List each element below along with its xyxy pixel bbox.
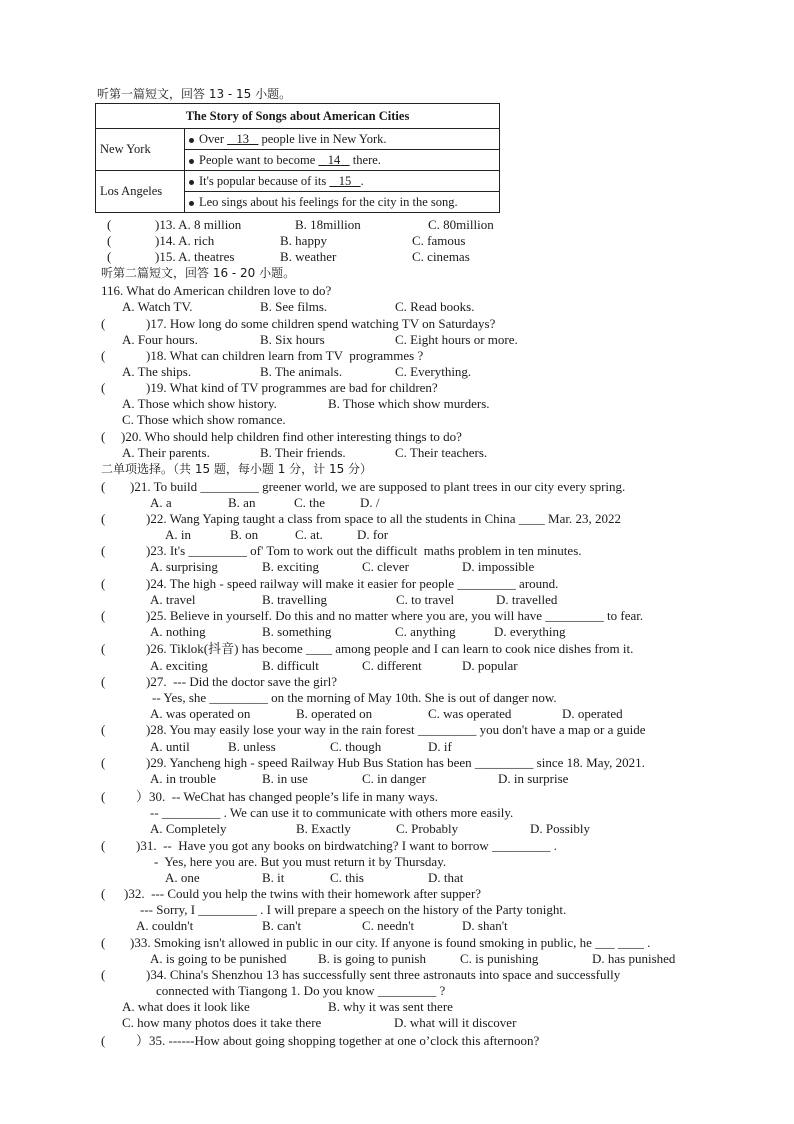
question-27-reply: -- Yes, she _________ on the morning of May 10th. She is out of danger now. <box>152 690 557 705</box>
option-b: B. Exactly <box>296 821 351 836</box>
question-21: )21. To build _________ greener world, we are supposed to plant trees in our city every spring. <box>130 479 626 494</box>
bullet-icon <box>189 138 194 143</box>
option-b: B. Six hours <box>260 332 325 347</box>
option-b: B. can't <box>262 918 302 933</box>
option-b: B. why it was sent there <box>328 999 453 1014</box>
option-d: D. popular <box>462 658 518 673</box>
option-c: C. cinemas <box>412 249 470 264</box>
section-1-heading: 听第一篇短文，回答 13 - 15 小题。 <box>97 87 292 101</box>
option-c: C. famous <box>412 233 466 248</box>
option-a: A. one <box>165 870 200 885</box>
question-31-reply: - Yes, here you are. But you must return it by Thursday. <box>154 854 447 869</box>
question-34: )34. China's Shenzhou 13 has successfully sent three astronauts into space and successfully <box>146 967 621 982</box>
section-3-heading: 二单项选择。（共 15 题，每小题 1 分，计 15 分） <box>101 462 373 476</box>
bullet-icon <box>189 180 194 185</box>
option-c: C. 80million <box>428 217 494 232</box>
option-b: B. happy <box>280 233 327 248</box>
option-c: C. needn't <box>362 918 415 933</box>
option-c: C. Probably <box>396 821 459 836</box>
option-d: D. / <box>360 495 380 510</box>
answer-paren[interactable]: ( <box>101 755 106 770</box>
option-c: C. how many photos does it take there <box>122 1015 322 1030</box>
option-a: A. Four hours. <box>122 332 198 347</box>
question-19: )19. What kind of TV programmes are bad for children? <box>146 380 438 395</box>
option-b: B. weather <box>280 249 337 264</box>
option-a: A. The ships. <box>122 364 192 379</box>
option-d: D. impossible <box>462 559 535 574</box>
question-16: 116. What do American children love to do? <box>101 283 332 298</box>
question-20: )20. Who should help children find other interesting things to do? <box>121 429 462 444</box>
story-table <box>95 103 500 213</box>
option-b: B. 18million <box>295 217 361 232</box>
option-a: A. was operated on <box>150 706 251 721</box>
option-c: C. at. <box>295 527 323 542</box>
city-los-angeles: Los Angeles <box>96 171 185 213</box>
option-a: A. in trouble <box>150 771 217 786</box>
option-d: D. shan't <box>462 918 508 933</box>
answer-paren[interactable]: ( <box>101 967 106 982</box>
question-14: )14. A. rich <box>155 233 215 248</box>
question-18: )18. What can children learn from TV programmes ? <box>146 348 424 363</box>
bullet-icon <box>189 159 194 164</box>
answer-paren[interactable]: ( <box>101 935 106 950</box>
option-a: A. Those which show history. <box>122 396 277 411</box>
answer-paren[interactable]: ( <box>101 380 106 395</box>
option-a: A. nothing <box>150 624 206 639</box>
answer-paren[interactable]: ( <box>101 789 106 804</box>
option-c: C. to travel <box>396 592 455 607</box>
option-c: C. this <box>330 870 364 885</box>
table-item: Over 13 people live in New York. <box>189 129 495 149</box>
table-item: Leo sings about his feelings for the city in the song. <box>185 191 499 212</box>
question-13: )13. A. 8 million <box>155 217 242 232</box>
option-b: B. it <box>262 870 285 885</box>
option-c: C. clever <box>362 559 409 574</box>
option-a: A. couldn't <box>136 918 194 933</box>
option-c: C. in danger <box>362 771 426 786</box>
option-b: B. an <box>228 495 256 510</box>
answer-paren[interactable]: ( <box>101 608 106 623</box>
question-31: )31. -- Have you got any books on birdwatching? I want to borrow _________ . <box>136 838 557 853</box>
question-30: ）30. -- WeChat has changed people’s life in many ways. <box>136 789 438 804</box>
question-28: )28. You may easily lose your way in the rain forest _________ you don't have a map or a guide <box>146 722 646 737</box>
question-32-reply: --- Sorry, I _________ . I will prepare a speech on the history of the Party tonight. <box>140 902 567 917</box>
option-c: C. anything <box>395 624 456 639</box>
bullet-icon <box>189 201 194 206</box>
question-17: )17. How long do some children spend watching TV on Saturdays? <box>146 316 496 331</box>
answer-paren[interactable]: ( <box>101 641 106 656</box>
option-d: D. operated <box>562 706 623 721</box>
answer-paren[interactable]: ( <box>107 249 112 264</box>
option-d: D. what will it discover <box>394 1015 517 1030</box>
answer-paren[interactable]: ( <box>101 886 106 901</box>
option-a: A. in <box>165 527 191 542</box>
question-25: )25. Believe in yourself. Do this and no matter where you are, you will have _________ to fear. <box>146 608 644 623</box>
option-a: A. exciting <box>150 658 208 673</box>
option-c: C. was operated <box>428 706 512 721</box>
answer-paren[interactable]: ( <box>107 217 112 232</box>
option-c: C. Their teachers. <box>395 445 488 460</box>
table-item: It's popular because of its 15 . <box>189 171 495 191</box>
option-d: D. Possibly <box>530 821 590 836</box>
option-b: B. in use <box>262 771 308 786</box>
question-30-reply: -- _________ . We can use it to communicate with others more easily. <box>150 805 514 820</box>
option-b: B. operated on <box>296 706 373 721</box>
option-a: A. Their parents. <box>122 445 210 460</box>
answer-paren[interactable]: ( <box>101 576 106 591</box>
option-b: B. Those which show murders. <box>328 396 490 411</box>
option-a: A. is going to be punished <box>150 951 287 966</box>
option-c: C. though <box>330 739 382 754</box>
option-b: B. Their friends. <box>260 445 346 460</box>
answer-paren[interactable]: ( <box>101 348 106 363</box>
option-b: B. on <box>230 527 259 542</box>
question-27: )27. --- Did the doctor save the girl? <box>146 674 337 689</box>
option-c: C. the <box>294 495 326 510</box>
option-d: D. for <box>357 527 389 542</box>
answer-paren[interactable]: ( <box>101 838 106 853</box>
option-c: C. Read books. <box>395 299 475 314</box>
option-b: B. is going to punish <box>318 951 426 966</box>
option-a: A. what does it look like <box>122 999 250 1014</box>
option-c: C. Eight hours or more. <box>395 332 518 347</box>
option-a: A. Watch TV. <box>122 299 193 314</box>
option-b: B. something <box>262 624 332 639</box>
story-table-title: The Story of Songs about American Cities <box>96 104 500 129</box>
option-b: B. The animals. <box>260 364 343 379</box>
option-a: A. a <box>150 495 172 510</box>
question-29: )29. Yancheng high - speed Railway Hub Bus Station has been _________ since 18. May, 2021. <box>146 755 645 770</box>
city-new-york: New York <box>96 129 185 171</box>
question-32: )32. --- Could you help the twins with their homework after supper? <box>124 886 482 901</box>
option-a: A. Completely <box>150 821 227 836</box>
answer-paren[interactable]: ( <box>101 429 106 444</box>
option-b: B. travelling <box>262 592 327 607</box>
option-d: D. has punished <box>592 951 676 966</box>
option-d: D. if <box>428 739 452 754</box>
option-b: B. exciting <box>262 559 320 574</box>
option-d: D. everything <box>494 624 566 639</box>
question-15: )15. A. theatres <box>155 249 235 264</box>
option-a: A. until <box>150 739 190 754</box>
question-23: )23. It's _________ of' Tom to work out the difficult maths problem in ten minutes. <box>146 543 582 558</box>
answer-paren[interactable]: ( <box>107 233 112 248</box>
option-c: C. Everything. <box>395 364 472 379</box>
question-26: )26. Tiklok(抖音) has become ____ among people and I can learn to cook nice dishes from it. <box>146 641 634 656</box>
table-item: People want to become 14 there. <box>185 149 499 170</box>
option-b: B. difficult <box>262 658 319 673</box>
option-c: C. is punishing <box>460 951 539 966</box>
option-a: A. travel <box>150 592 196 607</box>
option-d: D. that <box>428 870 464 885</box>
question-24: )24. The high - speed railway will make it easier for people _________ around. <box>146 576 559 591</box>
option-b: B. See films. <box>260 299 328 314</box>
answer-paren[interactable]: ( <box>101 674 106 689</box>
question-22: )22. Wang Yaping taught a class from space to all the students in China ____ Mar. 23, 2022 <box>146 511 621 526</box>
question-34-cont: connected with Tiangong 1. Do you know _________ ? <box>156 983 446 998</box>
answer-paren[interactable]: ( <box>101 543 106 558</box>
answer-paren[interactable]: ( <box>101 511 106 526</box>
option-d: D. travelled <box>496 592 558 607</box>
option-b: B. unless <box>228 739 276 754</box>
question-35: ）35. ------How about going shopping together at one o’clock this afternoon? <box>136 1033 540 1048</box>
option-d: D. in surprise <box>498 771 569 786</box>
answer-paren[interactable]: ( <box>101 479 106 494</box>
section-2-heading: 听第二篇短文，回答 16 - 20 小题。 <box>101 266 296 280</box>
question-33: )33. Smoking isn't allowed in public in our city. If anyone is found smoking in public, he ___ ____ . <box>130 935 651 950</box>
option-a: A. surprising <box>150 559 218 574</box>
answer-paren[interactable]: ( <box>101 722 106 737</box>
answer-paren[interactable]: ( <box>101 316 106 331</box>
answer-paren[interactable]: ( <box>101 1033 106 1048</box>
option-c: C. different <box>362 658 422 673</box>
option-c: C. Those which show romance. <box>122 412 286 427</box>
